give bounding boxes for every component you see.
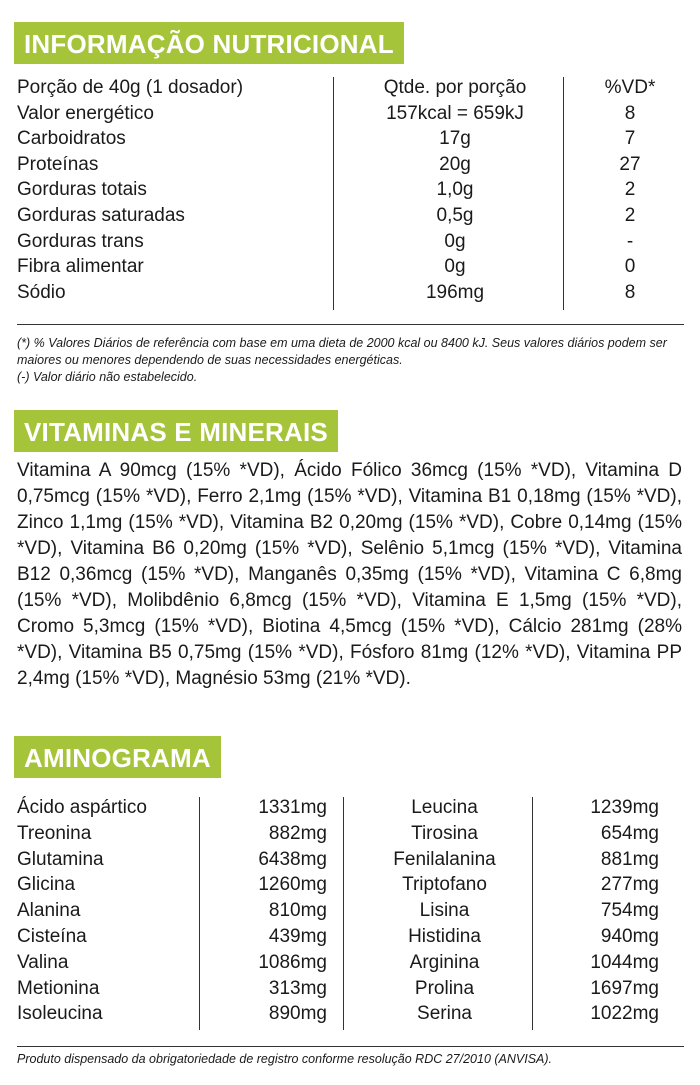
amino-acid-name: Treonina [17,822,92,844]
nutrition-rows [17,101,683,306]
amino-acid-amount: 890mg [268,1003,327,1025]
footnote-line: (*) % Valores Diários de referência com base em uma dieta de 2000 kcal ou 8400 kJ. Seus valores diários podem ser maiores ou menores dependendo de suas necessidades energéticas. [17,336,667,367]
amino-acid-name: Metionina [17,977,100,999]
amino-acid-amount: 1331mg [258,797,327,818]
aminogram-right-column [343,795,659,1027]
nutrient-daily-value: 2 [624,179,636,201]
nutrient-name: Carboidratos [17,128,126,150]
amino-acid-name: Arginina [409,951,480,973]
amino-acid-name: Glutamina [17,848,104,870]
amino-acid-name: Histidina [408,925,481,947]
section-divider [17,324,684,325]
amino-acid-name: Ácido aspártico [17,797,147,818]
nutrition-row [17,280,683,306]
amino-acid-amount: 882mg [268,822,327,844]
amino-acid-amount: 277mg [600,874,659,896]
vitamins-minerals-title: VITAMINAS E MINERAIS [14,410,338,452]
amino-acid-name: Fenilalanina [393,848,496,870]
amino-acid-amount: 1022mg [590,1003,659,1025]
nutrient-amount: 20g [439,153,471,175]
amino-acid-name: Valina [17,951,69,973]
nutrient-amount: 1,0g [436,179,474,201]
serving-size-label: Porção de 40g (1 dosador) [17,77,244,98]
amino-acid-row [17,1001,327,1027]
table-divider [333,77,334,310]
regulatory-note: Produto dispensado da obrigatoriedade de registro conforme resolução RDC 27/2010 (ANVISA). [17,1052,553,1066]
amino-acid-row [343,950,659,976]
nutrient-daily-value: 8 [624,281,636,303]
amino-acid-row [17,795,327,821]
amino-acid-row [343,898,659,924]
amino-acid-amount: 654mg [600,822,659,844]
nutrition-row [17,101,683,127]
amino-acid-name: Leucina [411,797,478,818]
amino-acid-name: Tirosina [411,822,478,844]
table-divider [532,797,533,1030]
amino-acid-amount: 439mg [268,925,327,947]
nutrient-name: Fibra alimentar [17,256,144,278]
amino-acid-amount: 1697mg [590,977,659,999]
amino-acid-row [17,847,327,873]
nutrient-daily-value: 7 [624,128,636,150]
nutrient-amount: 0,5g [436,204,474,226]
amino-acid-row [17,950,327,976]
amino-acid-row [343,847,659,873]
amino-acid-amount: 881mg [600,848,659,870]
amino-acid-name: Lisina [419,900,470,922]
nutrient-amount: 17g [439,128,471,150]
nutrient-amount: 157kcal = 659kJ [386,102,524,124]
table-divider [199,797,200,1030]
table-divider [343,797,344,1030]
amino-acid-row [343,821,659,847]
nutrient-name: Gorduras totais [17,179,147,201]
nutrient-daily-value: 8 [624,102,636,124]
nutrition-row [17,254,683,280]
amino-acid-name: Triptofano [402,874,487,896]
amino-acid-row [343,976,659,1002]
nutrition-info-title: INFORMAÇÃO NUTRICIONAL [14,22,404,64]
amino-acid-amount: 1239mg [590,797,659,818]
nutrient-name: Gorduras trans [17,230,144,252]
amino-acid-name: Glicina [17,874,76,896]
nutrition-row [17,203,683,229]
nutrition-row [17,152,683,178]
nutrition-table [17,75,683,305]
nutrition-row [17,126,683,152]
table-divider [563,77,564,310]
nutrient-name: Proteínas [17,153,99,175]
amino-acid-row [17,976,327,1002]
nutrient-name: Gorduras saturadas [17,204,185,226]
section-divider [17,1046,684,1047]
amino-acid-amount: 313mg [268,977,327,999]
nutrient-daily-value: - [626,230,634,252]
amino-acid-amount: 1086mg [258,951,327,973]
amino-acid-row [343,1001,659,1027]
amino-acid-amount: 940mg [600,925,659,947]
daily-value-footnote [17,335,687,386]
amino-acid-amount: 1260mg [258,874,327,896]
amino-acid-row [17,872,327,898]
amino-acid-row [343,795,659,821]
amino-acid-name: Prolina [414,977,475,999]
amount-per-serving-header: Qtde. por porção [383,77,527,98]
amino-acid-name: Serina [417,1003,472,1025]
amino-acid-row [17,924,327,950]
nutrient-amount: 196mg [425,281,485,303]
nutrient-daily-value: 27 [619,153,641,175]
daily-value-header: %VD* [604,77,656,98]
amino-acid-name: Cisteína [17,925,87,947]
amino-acid-amount: 6438mg [258,848,327,870]
nutrient-daily-value: 2 [624,204,636,226]
nutrition-row [17,177,683,203]
nutrient-daily-value: 0 [624,256,636,278]
nutrient-name: Sódio [17,281,66,303]
nutrition-row [17,229,683,255]
amino-acid-name: Isoleucina [17,1003,103,1025]
amino-acid-row [17,821,327,847]
aminogram-left-column [17,795,327,1027]
amino-acid-row [17,898,327,924]
nutrient-amount: 0g [444,230,466,252]
nutrient-amount: 0g [444,256,466,278]
amino-acid-row [343,924,659,950]
aminogram-title: AMINOGRAMA [14,736,221,778]
amino-acid-name: Alanina [17,900,81,922]
nutrition-header-row [17,75,683,101]
amino-acid-amount: 810mg [268,900,327,922]
footnote-line: (-) Valor diário não estabelecido. [17,370,198,384]
amino-acid-amount: 1044mg [590,951,659,973]
vitamins-paragraph: Vitamina A 90mcg (15% *VD), Ácido Fólico 36mcg (15% *VD), Vitamina D 0,75mcg (15% *VD), Ferro 2,1mg (15% *VD), Vitamina B1 0,18mg (15% *VD), Zinco 1,1mg (15% *VD), Vitamina B2 0,20mg (15% *VD), Cobre 0,14mg (15% *VD), Vitamina B6 0,20mg (15% *VD), Selênio 5,1mcg (15% *VD), Vitamina B12 0,36mcg (15% *VD), Manganês 0,35mg (15% *VD), Vitamina C 6,8mg (15% *VD), Molibdênio 6,8mcg (15% *VD), Vitamina E 1,5mg (15% *VD), Cromo 5,3mcg (15% *VD), Biotina 4,5mcg (15% *VD), Cálcio 281mg (28% *VD), Vitamina B5 0,75mg (15% *VD), Fósforo 81mg (12% *VD), Vitamina PP 2,4mg (15% *VD), Magnésio 53mg (21% *VD). [17,460,682,689]
amino-acid-row [343,872,659,898]
nutrient-name: Valor energético [17,102,154,124]
amino-acid-amount: 754mg [600,900,659,922]
